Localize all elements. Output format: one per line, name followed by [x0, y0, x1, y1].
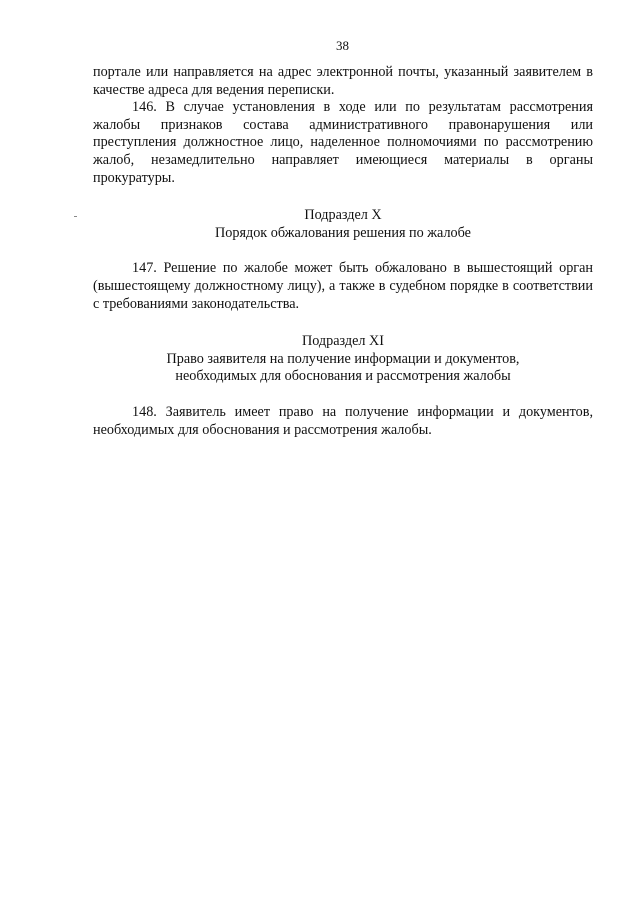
- page-number: 38: [336, 38, 349, 53]
- paragraph-148: 148. Заявитель имеет право на получение информации и документов, необходимых для обоснования и рассмотрения жалобы.: [93, 403, 593, 438]
- paragraph-146: 146. В случае установления в ходе или по результатам рассмотрения жалобы признаков состава административного правонарушения или преступления должностное лицо, наделенное полномочиями по рассмотрению жалоб, незамедлительно направляет имеющиеся материалы в органы прокуратуры.: [93, 99, 593, 186]
- document-body: [93, 64, 593, 439]
- section-xi-title: Подраздел XI: [301, 333, 384, 350]
- spacer: [93, 386, 593, 404]
- spacer: [93, 242, 593, 260]
- section-xi-subtitle-line1: Право заявителя на получение информации и документов,: [166, 350, 520, 367]
- paragraph-147: 147. Решение по жалобе может быть обжаловано в вышестоящий орган (вышестоящему должностному лицу), а также в судебном порядке в соответствии с требованиями законодательства.: [93, 260, 593, 312]
- spacer: [93, 187, 593, 207]
- spacer: [93, 313, 593, 333]
- section-x-title: Подраздел X: [304, 207, 382, 224]
- margin-mark: [74, 216, 77, 217]
- section-xi-subtitle-line2: необходимых для обоснования и рассмотрения жалобы: [175, 368, 511, 385]
- paragraph-continuation: порталe или направляется на адрес электронной почты, указанный заявителем в качестве адреса для ведения переписки.: [93, 64, 593, 98]
- section-x-subtitle: Порядок обжалования решения по жалобе: [215, 224, 471, 241]
